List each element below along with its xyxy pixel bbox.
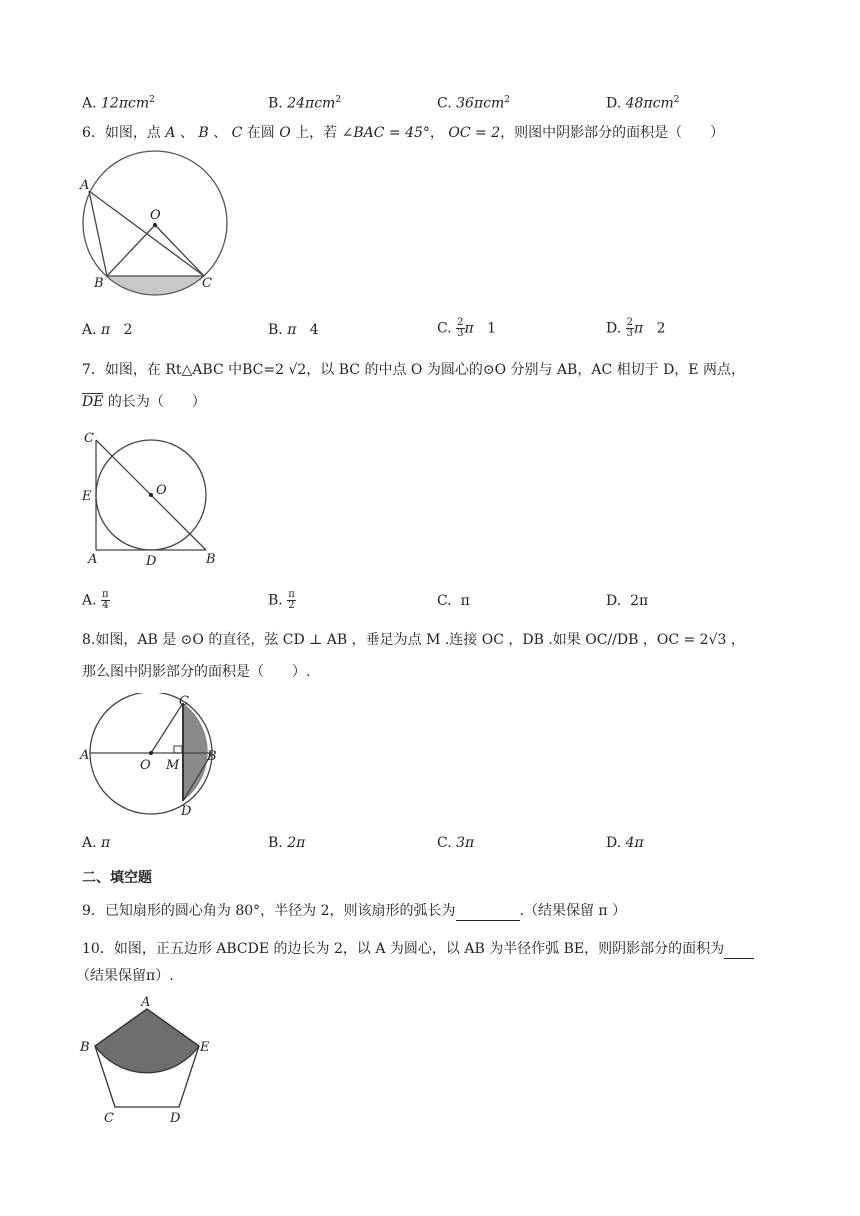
q6-option-d[interactable]: D. $\frac{2}{3}$ π 2 [606, 317, 666, 339]
q7-label-o: O [156, 483, 167, 498]
q7-option-b[interactable]: B. $\frac{\pi}{2}$ [268, 589, 295, 611]
q6-label-c: C [202, 276, 212, 291]
q8-stem-line1: 8.如图，AB 是 ⊙O 的直径，弦 CD ⊥ AB ，垂足为点 M .连接 OC ，DB .如果 OC//DB ，OC = 2√3 ， [82, 632, 745, 648]
q6-option-b[interactable]: B. π 4 [268, 322, 319, 338]
q6-stem: 6．如图，点 A 、 B 、 C 在圆 O 上，若 ∠BAC = 45°， OC = 2，则图中阴影部分的面积是（ ） [82, 125, 725, 141]
q8-shaded-segment [183, 703, 208, 801]
q10-label-d: D [170, 1111, 181, 1126]
q7-label-c: C [84, 431, 94, 446]
q7-stem-line1: 7．如图，在 Rt△ABC 中BC=2 √2，以 BC 的中点 O 为圆心的⊙O 分别与 AB，AC 相切于 D，E 两点， [82, 362, 745, 378]
q6-option-c[interactable]: C. $\frac{2}{3}$ π 1 [437, 317, 496, 339]
q5-option-d[interactable]: D. 48πcm$^2$ [606, 95, 680, 112]
q7-label-d: D [146, 554, 157, 569]
q9-stem: 9．已知扇形的圆心角为 80°，半径为 2，则该扇形的弧长为 .（结果保留 π ） [82, 903, 627, 919]
q6-label-b: B [94, 276, 104, 291]
q7-label-a: A [88, 552, 98, 567]
q8-label-m: M [166, 758, 180, 773]
q8-label-d: D [181, 804, 192, 818]
q7-center-dot [149, 493, 153, 497]
section-heading-fill-in: 二、填空题 [82, 870, 152, 886]
q8-right-angle-mark [174, 746, 182, 753]
q6-label-o: O [150, 208, 161, 223]
fraction: $\frac{\pi}{2}$ [288, 589, 295, 611]
q6-segment-ab [89, 191, 107, 276]
fraction: $\frac{\pi}{4}$ [102, 589, 109, 611]
q8-label-c: C [179, 694, 189, 709]
q7-option-a[interactable]: A. $\frac{\pi}{4}$ [82, 589, 109, 611]
q10-shaded-sector [95, 1009, 199, 1073]
q10-label-a: A [141, 995, 151, 1010]
fraction: $\frac{2}{3}$ [626, 317, 634, 339]
q8-option-b[interactable]: B. 2π [268, 835, 306, 851]
q8-label-a: A [80, 748, 90, 763]
q8-stem-line2: 那么图中阴影部分的面积是（ ）. [82, 664, 311, 680]
q6-segment-oc [155, 225, 204, 276]
q10-answer-blank[interactable] [724, 944, 754, 959]
q8-figure [78, 693, 228, 818]
q5-option-c[interactable]: C. 36πcm$^2$ [437, 95, 510, 112]
q10-label-b: B [80, 1040, 90, 1055]
q6-segment-ob [107, 225, 155, 276]
q7-figure [78, 425, 228, 570]
q8-option-d[interactable]: D. 4π [606, 835, 644, 851]
q7-option-c[interactable]: C. π [437, 593, 470, 609]
fraction: $\frac{2}{3}$ [457, 317, 464, 339]
q8-label-b: B [207, 749, 217, 764]
q7-option-d[interactable]: D. 2π [606, 593, 649, 609]
q5-option-a[interactable]: A. 12πcm$^2$ [82, 95, 155, 112]
q7-label-e: E [82, 489, 92, 504]
q8-center-dot [149, 751, 153, 755]
q6-center-dot [153, 223, 157, 227]
q8-option-c[interactable]: C. 3π [437, 835, 475, 851]
q8-option-a[interactable]: A. π [82, 835, 111, 851]
q9-answer-blank[interactable] [456, 906, 520, 921]
q10-label-c: C [104, 1111, 114, 1126]
q10-label-e: E [200, 1040, 210, 1055]
q6-option-a[interactable]: A. π 2 [82, 322, 133, 338]
q10-stem-line1: 10．如图，正五边形 ABCDE 的边长为 2，以 A 为圆心，以 AB 为半径作弧 BE，则阴影部分的面积为 [82, 939, 754, 959]
q7-label-b: B [206, 552, 216, 567]
q6-shaded-segment [107, 276, 204, 295]
q5-option-b[interactable]: B. 24πcm$^2$ [268, 95, 342, 112]
q8-label-o: O [140, 758, 151, 773]
q6-figure [78, 145, 238, 305]
q10-figure [78, 992, 238, 1127]
q7-stem-line2: DE 的长为（ ） [82, 394, 206, 410]
q10-stem-line2: （结果保留π）. [76, 968, 174, 984]
q6-label-a: A [80, 178, 90, 193]
